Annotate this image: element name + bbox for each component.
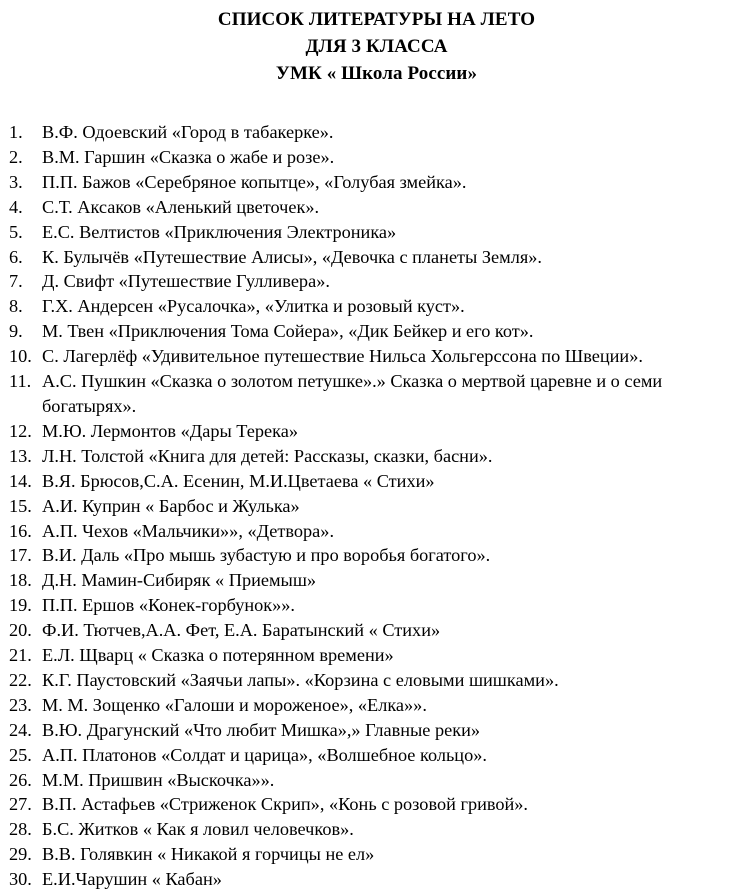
book-list-item: [0, 294, 753, 319]
book-list-item: [0, 693, 753, 718]
book-list: [0, 120, 753, 892]
book-item-text: В.Ф. Одоевский «Город в табакерке».: [42, 122, 334, 142]
book-item-text: П.П. Бажов «Серебряное копытце», «Голубая змейка».: [42, 171, 467, 192]
book-item-number: 8.: [9, 296, 23, 317]
book-list-item: [0, 369, 753, 419]
book-list-item: [0, 593, 753, 618]
book-item-text: М. М. Зощенко «Галоши и мороженое», «Елка»».: [42, 694, 427, 715]
book-item-text: М.М. Пришвин «Выскочка»».: [42, 769, 275, 790]
book-list-item: [0, 768, 753, 793]
book-item-number: 3.: [9, 171, 23, 192]
book-list-item: [0, 494, 753, 519]
book-item-text: В.Я. Брюсов,С.А. Есенин, М.И.Цветаева « Стихи»: [42, 470, 435, 491]
book-item-text: А.П. Платонов «Солдат и царица», «Волшебное кольцо».: [42, 744, 487, 765]
book-list-item: [0, 867, 753, 892]
book-item-number: 2.: [9, 146, 23, 167]
book-item-text: В.М. Гаршин «Сказка о жабе и розе».: [42, 146, 335, 167]
book-list-item: [0, 419, 753, 444]
book-item-number: 24.: [9, 719, 32, 740]
book-item-number: 28.: [9, 819, 32, 840]
book-item-number: 29.: [9, 844, 32, 865]
book-list-item: [0, 643, 753, 668]
book-item-text: Д. Свифт «Путешествие Гулливера».: [42, 271, 330, 292]
book-list-item: [0, 269, 753, 294]
document-header: [0, 6, 753, 87]
book-item-number: 20.: [9, 620, 32, 641]
book-list-item: [0, 469, 753, 494]
book-list-item: [0, 444, 753, 469]
book-item-number: 15.: [9, 495, 32, 516]
book-item-number: 1.: [9, 122, 23, 142]
book-item-text: К.Г. Паустовский «Заячьи лапы». «Корзина с еловыми шишками».: [42, 669, 559, 690]
book-item-text: В.В. Голявкин « Никакой я горчицы не ел»: [42, 844, 375, 865]
book-item-text: В.Ю. Драгунский «Что любит Мишка»,» Главные реки»: [42, 719, 481, 740]
book-item-number: 23.: [9, 694, 32, 715]
book-item-number: 9.: [9, 321, 23, 342]
book-item-number: 5.: [9, 221, 23, 242]
book-item-text: П.П. Ершов «Конек-горбунок»».: [42, 595, 295, 616]
book-item-text: К. Булычёв «Путешествие Алисы», «Девочка с планеты Земля».: [42, 246, 542, 267]
book-list-item: [0, 718, 753, 743]
book-item-number: 4.: [9, 196, 23, 217]
book-item-number: 18.: [9, 570, 32, 591]
book-item-number: 21.: [9, 645, 32, 666]
book-item-text: Е.Л. Щварц « Сказка о потерянном времени»: [42, 645, 394, 666]
book-item-text: В.И. Даль «Про мышь зубастую и про воробья богатого».: [42, 545, 491, 566]
book-item-text: Д.Н. Мамин-Сибиряк « Приемыш»: [42, 570, 317, 591]
book-list-item: [0, 319, 753, 344]
book-item-text: В.П. Астафьев «Стриженок Скрип», «Конь с розовой гривой».: [42, 794, 529, 815]
book-item-number: 17.: [9, 545, 32, 566]
book-item-text: Е.И.Чарушин « Кабан»: [42, 869, 222, 890]
book-item-number: 10.: [9, 346, 32, 367]
book-item-number: 11.: [9, 371, 32, 392]
book-item-number: 26.: [9, 769, 32, 790]
book-list-item: [0, 145, 753, 170]
book-list-item: [0, 668, 753, 693]
book-list-item: [0, 743, 753, 768]
book-item-text: А.П. Чехов «Мальчики»», «Детвора».: [42, 520, 335, 541]
book-item-text: С. Лагерлёф «Удивительное путешествие Нильса Хольгерссона по Швеции».: [42, 346, 643, 367]
title-line-1: СПИСОК ЛИТЕРАТУРЫ НА ЛЕТО: [217, 9, 536, 30]
book-list-item: [0, 245, 753, 270]
book-item-number: 25.: [9, 744, 32, 765]
book-item-number: 19.: [9, 595, 32, 616]
book-list-item: [0, 792, 753, 817]
book-list-item: [0, 618, 753, 643]
book-item-number: 7.: [9, 271, 23, 292]
book-list-item: [0, 842, 753, 867]
book-item-number: 6.: [9, 246, 23, 267]
book-item-text: А.И. Куприн « Барбос и Жулька»: [42, 495, 300, 516]
book-item-text: А.С. Пушкин «Сказка о золотом петушке».» Сказка о мертвой царевне и о семи богатырях».: [42, 371, 663, 416]
book-list-item: [0, 817, 753, 842]
book-item-number: 13.: [9, 445, 32, 466]
book-list-item: [0, 344, 753, 369]
book-list-item: [0, 220, 753, 245]
book-item-text: Л.Н. Толстой «Книга для детей: Рассказы, сказки, басни».: [42, 445, 493, 466]
book-item-text: М.Ю. Лермонтов «Дары Терека»: [42, 420, 299, 441]
book-item-number: 30.: [9, 869, 32, 890]
book-list-item: [0, 543, 753, 568]
book-list-item: [0, 170, 753, 195]
book-list-item: [0, 195, 753, 220]
book-item-number: 16.: [9, 520, 32, 541]
title-line-2: ДЛЯ 3 КЛАССА: [305, 36, 448, 57]
book-item-text: Е.С. Велтистов «Приключения Электроника»: [42, 221, 397, 242]
book-item-text: Б.С. Житков « Как я ловил человечков».: [42, 819, 354, 840]
book-item-number: 14.: [9, 470, 32, 491]
book-item-number: 27.: [9, 794, 32, 815]
title-line-3: УМК « Школа России»: [275, 63, 478, 84]
book-item-text: Г.Х. Андерсен «Русалочка», «Улитка и розовый куст».: [42, 296, 465, 317]
book-item-text: С.Т. Аксаков «Аленький цветочек».: [42, 196, 320, 217]
book-list-item: [0, 519, 753, 544]
book-item-number: 22.: [9, 669, 32, 690]
book-list-item: [0, 568, 753, 593]
book-list-item: [0, 120, 753, 145]
book-item-number: 12.: [9, 420, 32, 441]
book-item-text: Ф.И. Тютчев,А.А. Фет, Е.А. Баратынский « Стихи»: [42, 620, 441, 641]
book-item-text: М. Твен «Приключения Тома Сойера», «Дик Бейкер и его кот».: [42, 321, 534, 342]
